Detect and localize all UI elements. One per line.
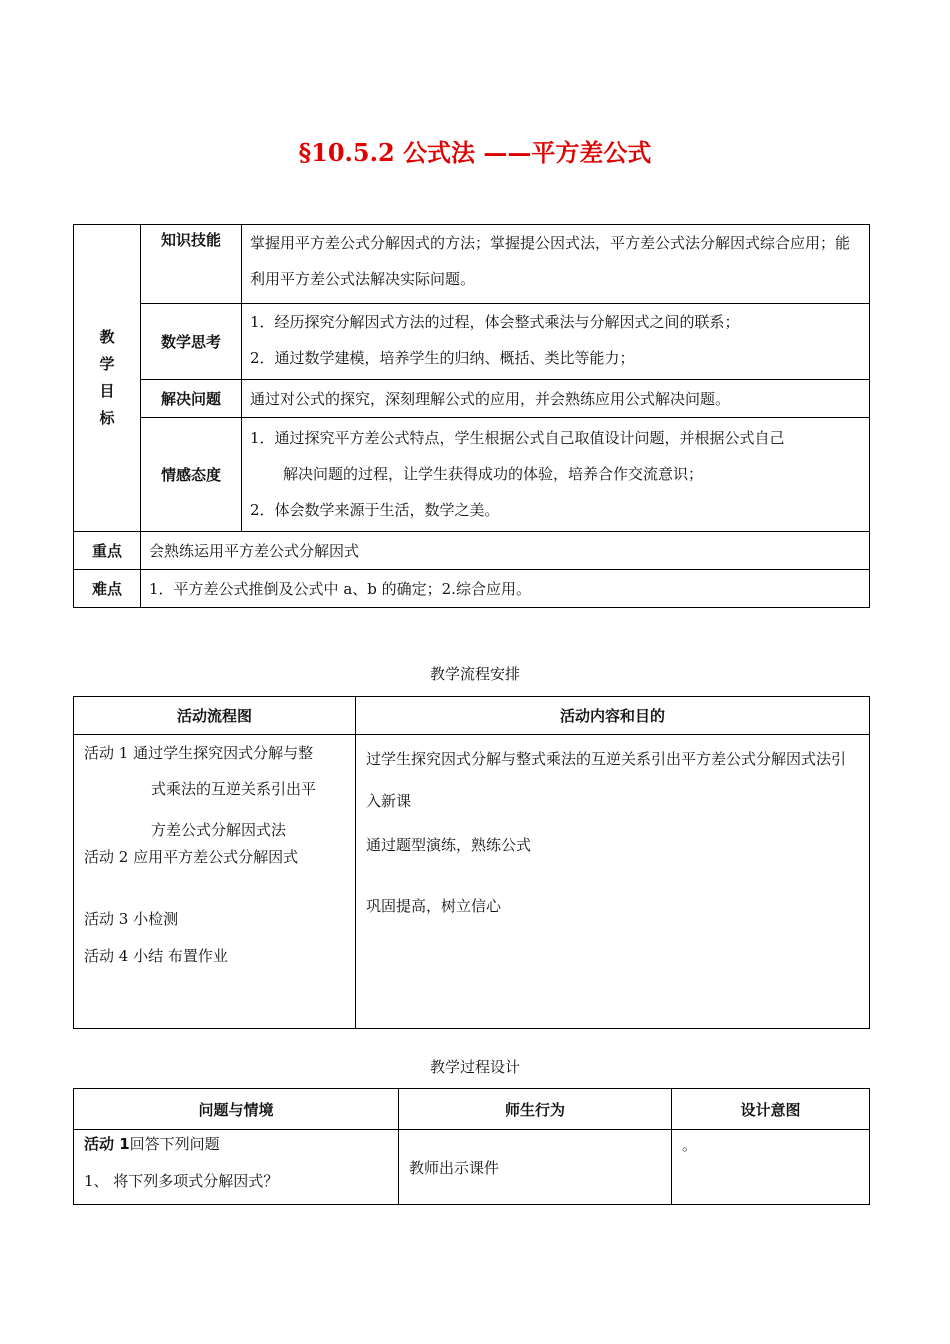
objective-content-emotion: 1．通过探究平方差公式特点，学生根据公式自己取值设计问题，并根据公式自己 解决问题的过程，让学生获得成功的体验，培养合作交流意识； 2．体会数学来源于生活，数学之美。 [242, 418, 870, 532]
objective-content-knowledge: 掌握用平方差公式分解因式的方法；掌握提公因式法，平方差公式法分解因式综合应用；能利用平方差公式法解决实际问题。 [242, 225, 870, 304]
difficulty-text: 1．平方差公式推倒及公式中 a、b 的确定；2.综合应用。 [141, 570, 870, 608]
process-teacher-cell: 教师出示课件 [399, 1130, 672, 1205]
flow-contents-cell [356, 735, 870, 1029]
flow-column-header: 活动流程图 [74, 697, 356, 735]
objectives-section-label: 教学目标 [74, 225, 141, 532]
objective-content-problem: 通过对公式的探究，深刻理解公式的应用，并会熟练应用公式解决问题。 [242, 380, 870, 418]
process-heading: 教学过程设计 [429, 1058, 520, 1076]
flow-heading: 教学流程安排 [429, 665, 520, 683]
activity-4: 活动 4 小结 布置作业 [84, 947, 228, 965]
activity-text: 回答下列问题 [129, 1135, 220, 1153]
activity-1-cont: 式乘法的互逆关系引出平 [151, 780, 317, 798]
activity-1-cont: 方差公式分解因式法 [151, 821, 287, 839]
flow-column-header: 活动内容和目的 [356, 697, 870, 735]
activity-label: 活动 1 [84, 1135, 130, 1153]
objective-label-problem: 解决问题 [141, 380, 242, 418]
page-title: §10.5.2 公式法 ——平方差公式 [298, 138, 652, 167]
key-point-label: 重点 [74, 532, 141, 570]
content-3: 巩固提高，树立信心 [366, 897, 502, 915]
objective-label-knowledge: 知识技能 [141, 225, 242, 304]
activity-3: 活动 3 小检测 [84, 910, 179, 928]
process-situation-cell [74, 1130, 399, 1205]
key-point-text: 会熟练运用平方差公式分解因式 [141, 532, 870, 570]
content-1: 过学生探究因式分解与整式乘法的互逆关系引出平方差公式分解因式法引入新课 [366, 750, 847, 810]
process-intent-cell: 。 [672, 1130, 870, 1205]
objective-content-thinking: 1．经历探究分解因式方法的过程，体会整式乘法与分解因式之间的联系； 2．通过数学建模，培养学生的归纳、概括、类比等能力； [242, 304, 870, 380]
process-column-header: 师生行为 [399, 1089, 672, 1130]
question-1: 1、 将下列多项式分解因式？ [84, 1172, 279, 1190]
process-table [73, 1088, 870, 1205]
flow-activities-cell [74, 735, 356, 1029]
process-column-header: 设计意图 [672, 1089, 870, 1130]
objective-label-emotion: 情感态度 [141, 418, 242, 532]
activity-1: 活动 1 通过学生探究因式分解与整 [84, 744, 314, 762]
objective-label-thinking: 数学思考 [141, 304, 242, 380]
process-column-header: 问题与情境 [74, 1089, 399, 1130]
content-2: 通过题型演练，熟练公式 [366, 836, 532, 854]
difficulty-label: 难点 [74, 570, 141, 608]
activity-2: 活动 2 应用平方差公式分解因式 [84, 848, 299, 866]
objectives-table [73, 224, 870, 608]
flow-table [73, 696, 870, 1029]
